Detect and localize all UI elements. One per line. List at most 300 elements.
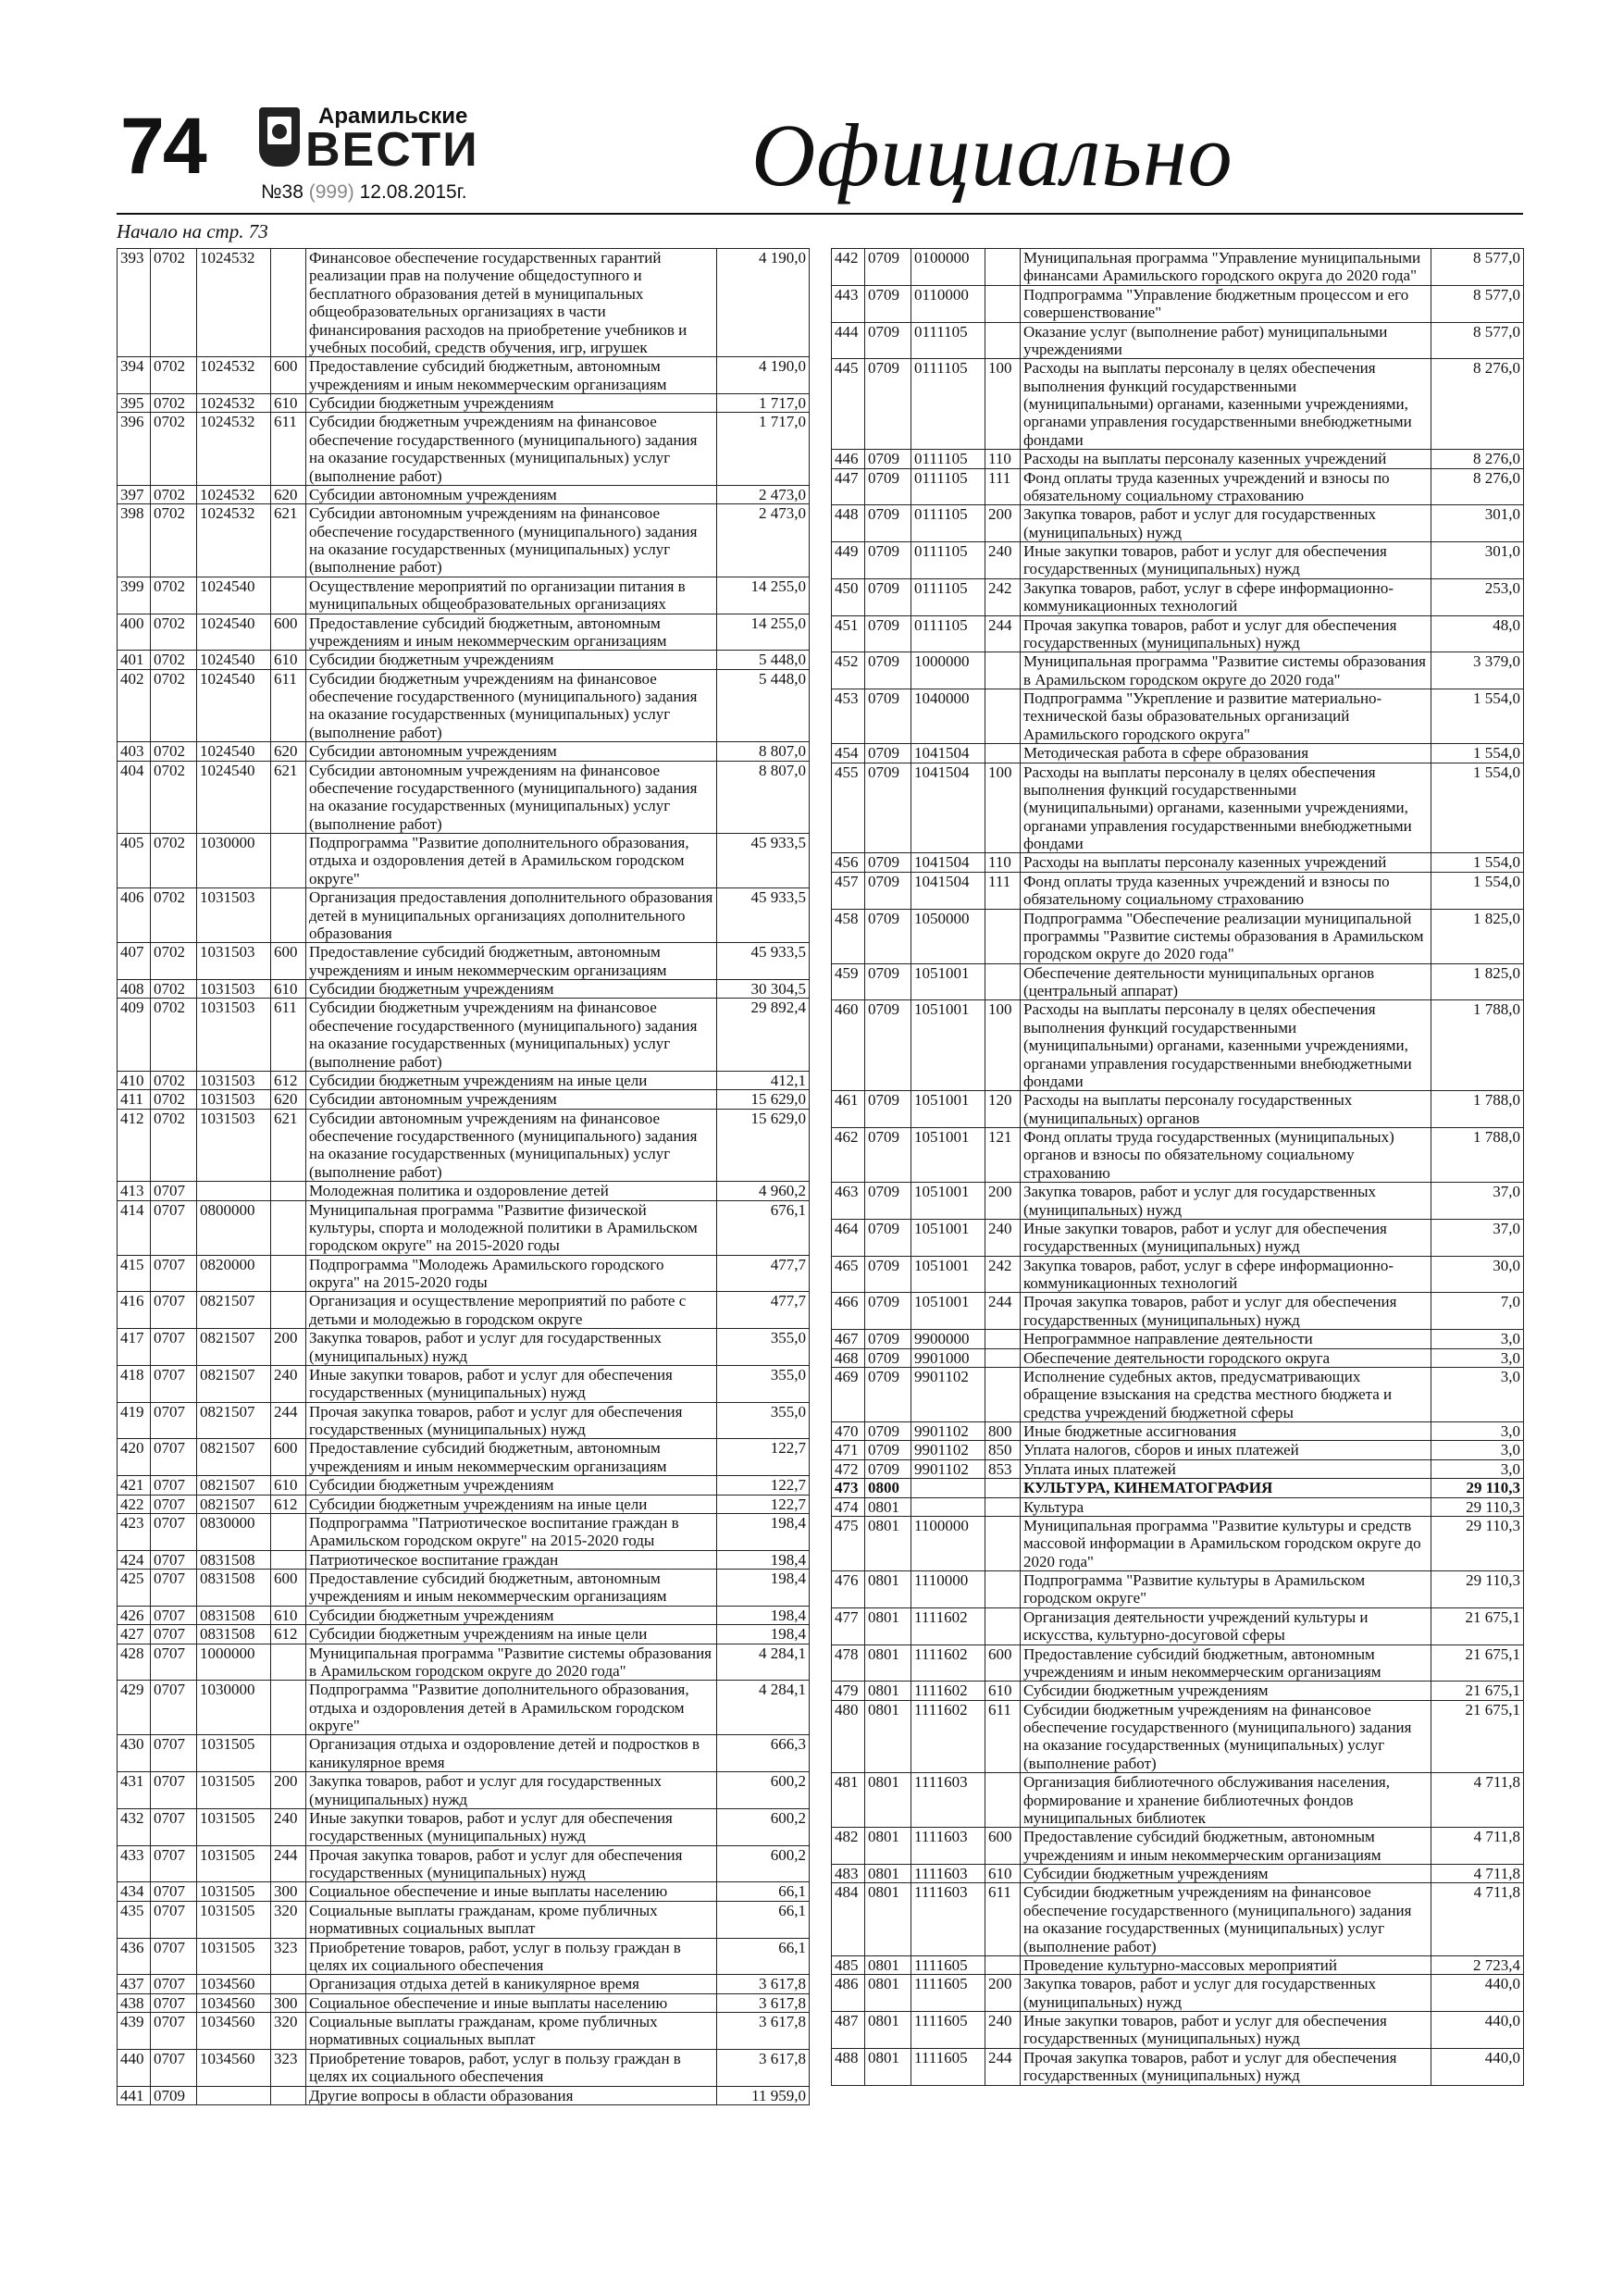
amount: 4 284,1 xyxy=(717,1644,810,1681)
amount: 4 711,8 xyxy=(1431,1883,1524,1956)
target-code: 9901102 xyxy=(911,1441,985,1459)
row-number: 424 xyxy=(118,1550,151,1569)
target-code: 1051001 xyxy=(911,1256,985,1293)
item-name: Закупка товаров, работ и услуг для государственных (муниципальных) нужд xyxy=(1021,1183,1431,1220)
expense-type-code xyxy=(271,1200,306,1255)
row-number: 409 xyxy=(118,999,151,1072)
target-code: 0111105 xyxy=(911,468,985,505)
amount: 29 110,3 xyxy=(1431,1516,1524,1570)
amount: 122,7 xyxy=(717,1495,810,1513)
item-name: Обеспечение деятельности муниципальных органов (центральный аппарат) xyxy=(1021,963,1431,1000)
amount: 4 190,0 xyxy=(717,249,810,357)
target-code: 1024540 xyxy=(197,651,271,669)
target-code: 0821507 xyxy=(197,1476,271,1495)
expense-type-code xyxy=(271,1735,306,1772)
target-code: 0110000 xyxy=(911,285,985,322)
table-row xyxy=(832,450,1524,468)
item-name: Субсидии автономным учреждениям xyxy=(306,485,717,503)
amount: 477,7 xyxy=(717,1292,810,1329)
item-name: Муниципальная программа "Развитие культуры и средств массовой информации в Арамильском городском округе до 2020 года" xyxy=(1021,1516,1431,1570)
row-number: 472 xyxy=(832,1459,865,1478)
amount: 440,0 xyxy=(1431,2048,1524,2085)
item-name: Предоставление субсидий бюджетным, автономным учреждениям и иным некоммерческим организациям xyxy=(306,1570,717,1607)
table-row xyxy=(832,285,1524,322)
expense-type-code: 111 xyxy=(985,872,1021,909)
logo-title: ВЕСТИ xyxy=(305,123,479,177)
expense-type-code xyxy=(985,1955,1021,1974)
target-code: 1024540 xyxy=(197,669,271,742)
expense-type-code: 110 xyxy=(985,853,1021,872)
amount: 301,0 xyxy=(1431,542,1524,579)
table-row xyxy=(118,614,810,651)
target-code: 1051001 xyxy=(911,1293,985,1330)
target-code: 9901102 xyxy=(911,1367,985,1421)
table-row xyxy=(832,763,1524,853)
amount: 66,1 xyxy=(717,1882,810,1901)
section-code: 0702 xyxy=(151,761,197,834)
expense-type-code: 100 xyxy=(985,1000,1021,1091)
expense-type-code: 610 xyxy=(271,1606,306,1624)
target-code: 1031503 xyxy=(197,980,271,999)
target-code: 1041504 xyxy=(911,744,985,763)
section-code: 0801 xyxy=(865,1644,911,1682)
item-name: Муниципальная программа "Развитие системы образования в Арамильском городском округе до 2020 года" xyxy=(306,1644,717,1681)
table-row xyxy=(832,1955,1524,1974)
target-code: 1031503 xyxy=(197,943,271,980)
amount: 14 255,0 xyxy=(717,614,810,651)
amount: 7,0 xyxy=(1431,1293,1524,1330)
table-row xyxy=(118,1476,810,1495)
expense-type-code: 244 xyxy=(985,2048,1021,2085)
target-code: 1030000 xyxy=(197,1681,271,1735)
section-code: 0707 xyxy=(151,2013,197,2050)
target-code: 0800000 xyxy=(197,1200,271,1255)
expense-type-code: 610 xyxy=(271,1476,306,1495)
item-name: Субсидии бюджетным учреждениям на иные цели xyxy=(306,1071,717,1089)
item-name: Организация библиотечного обслуживания населения, формирование и хранение библиотечных фондов муниципальных библиотек xyxy=(1021,1773,1431,1828)
item-name: Проведение культурно-массовых мероприятий xyxy=(1021,1955,1431,1974)
table-row xyxy=(118,1625,810,1644)
item-name: Организация отдыха и оздоровление детей и подростков в каникулярное время xyxy=(306,1735,717,1772)
item-name: Закупка товаров, работ, услуг в сфере информационно-коммуникационных технологий xyxy=(1021,1256,1431,1293)
table-row xyxy=(118,888,810,943)
table-row xyxy=(118,1975,810,1993)
amount: 1 717,0 xyxy=(717,394,810,413)
table-row xyxy=(118,1495,810,1513)
item-name: Предоставление субсидий бюджетным, автономным учреждениям и иным некоммерческим организациям xyxy=(306,614,717,651)
item-name: Методическая работа в сфере образования xyxy=(1021,744,1431,763)
table-row xyxy=(118,1901,810,1938)
target-code: 0821507 xyxy=(197,1329,271,1366)
amount: 29 110,3 xyxy=(1431,1497,1524,1516)
row-number: 442 xyxy=(832,249,865,286)
table-row xyxy=(832,359,1524,450)
item-name: Субсидии бюджетным учреждениям на иные цели xyxy=(306,1495,717,1513)
amount: 45 933,5 xyxy=(717,943,810,980)
expense-type-code xyxy=(271,834,306,888)
item-name: Иные закупки товаров, работ и услуг для обеспечения государственных (муниципальных) нужд xyxy=(1021,2012,1431,2049)
section-code: 0709 xyxy=(865,1293,911,1330)
amount: 30 304,5 xyxy=(717,980,810,999)
item-name: Расходы на выплаты персоналу казенных учреждений xyxy=(1021,853,1431,872)
amount: 198,4 xyxy=(717,1513,810,1550)
table-row xyxy=(118,1365,810,1402)
row-number: 439 xyxy=(118,2013,151,2050)
expense-type-code: 600 xyxy=(271,1439,306,1476)
item-name: Расходы на выплаты персоналу казенных учреждений xyxy=(1021,450,1431,468)
section-code: 0702 xyxy=(151,1090,197,1109)
section-code: 0707 xyxy=(151,1495,197,1513)
section-code: 0707 xyxy=(151,1402,197,1439)
item-name: Предоставление субсидий бюджетным, автономным учреждениям и иным некоммерческим организациям xyxy=(1021,1828,1431,1865)
item-name: Предоставление субсидий бюджетным, автономным учреждениям и иным некоммерческим организациям xyxy=(1021,1644,1431,1682)
amount: 3 617,8 xyxy=(717,2013,810,2050)
amount: 11 959,0 xyxy=(717,2086,810,2104)
expense-type-code: 300 xyxy=(271,1993,306,2012)
amount: 301,0 xyxy=(1431,505,1524,542)
section-code: 0707 xyxy=(151,1625,197,1644)
target-code: 1111603 xyxy=(911,1865,985,1883)
amount: 122,7 xyxy=(717,1476,810,1495)
table-row xyxy=(832,1773,1524,1828)
row-number: 394 xyxy=(118,357,151,394)
row-number: 455 xyxy=(832,763,865,853)
item-name: Молодежная политика и оздоровление детей xyxy=(306,1182,717,1200)
table-row xyxy=(832,615,1524,652)
section-code: 0709 xyxy=(865,1348,911,1367)
expense-type-code xyxy=(271,1975,306,1993)
item-name: Муниципальная программа "Управление муниципальными финансами Арамильского городского округа до 2020 года" xyxy=(1021,249,1431,286)
section-code: 0707 xyxy=(151,1513,197,1550)
section-code: 0707 xyxy=(151,2049,197,2086)
section-code: 0709 xyxy=(865,542,911,579)
expense-type-code: 242 xyxy=(985,578,1021,615)
amount: 37,0 xyxy=(1431,1219,1524,1256)
coat-of-arms-icon xyxy=(259,107,300,167)
row-number: 420 xyxy=(118,1439,151,1476)
table-row xyxy=(118,1109,810,1182)
amount: 3,0 xyxy=(1431,1459,1524,1478)
section-code: 0709 xyxy=(865,1367,911,1421)
section-code: 0702 xyxy=(151,980,197,999)
table-row xyxy=(118,1200,810,1255)
expense-type-code xyxy=(271,1644,306,1681)
expense-type-code: 323 xyxy=(271,1938,306,1975)
table-row xyxy=(832,963,1524,1000)
target-code: 1031503 xyxy=(197,1090,271,1109)
expense-type-code: 612 xyxy=(271,1495,306,1513)
section-code: 0709 xyxy=(865,578,911,615)
row-number: 463 xyxy=(832,1183,865,1220)
row-number: 468 xyxy=(832,1348,865,1367)
target-code: 1031503 xyxy=(197,999,271,1072)
expense-type-code: 610 xyxy=(985,1865,1021,1883)
row-number: 465 xyxy=(832,1256,865,1293)
amount: 355,0 xyxy=(717,1402,810,1439)
expense-type-code: 621 xyxy=(271,761,306,834)
table-row xyxy=(832,1183,1524,1220)
item-name: Расходы на выплаты персоналу в целях обеспечения выполнения функций государственными (муниципальными) органами, казенными учреждениями, органами управления государственными внебюджетными фондами xyxy=(1021,359,1431,450)
table-row xyxy=(118,1255,810,1292)
row-number: 431 xyxy=(118,1772,151,1809)
row-number: 445 xyxy=(832,359,865,450)
item-name: Подпрограмма "Управление бюджетным процессом и его совершенствование" xyxy=(1021,285,1431,322)
section-code: 0702 xyxy=(151,888,197,943)
row-number: 395 xyxy=(118,394,151,413)
item-name: Непрограммное направление деятельности xyxy=(1021,1330,1431,1348)
table-row xyxy=(832,505,1524,542)
row-number: 432 xyxy=(118,1808,151,1845)
amount: 4 960,2 xyxy=(717,1182,810,1200)
table-row xyxy=(832,1330,1524,1348)
amount: 355,0 xyxy=(717,1365,810,1402)
expense-type-code xyxy=(985,1571,1021,1608)
target-code: 1100000 xyxy=(911,1516,985,1570)
amount: 1 554,0 xyxy=(1431,763,1524,853)
row-number: 435 xyxy=(118,1901,151,1938)
row-number: 401 xyxy=(118,651,151,669)
amount: 3,0 xyxy=(1431,1330,1524,1348)
item-name: Расходы на выплаты персоналу в целях обеспечения выполнения функций государственными (муниципальными) органами, казенными учреждениями, органами управления государственными внебюджетными фондами xyxy=(1021,763,1431,853)
target-code: 0820000 xyxy=(197,1255,271,1292)
section-code: 0702 xyxy=(151,577,197,614)
amount: 14 255,0 xyxy=(717,577,810,614)
item-name: Иные закупки товаров, работ и услуг для обеспечения государственных (муниципальных) нужд xyxy=(1021,1219,1431,1256)
section-code: 0702 xyxy=(151,669,197,742)
section-code: 0709 xyxy=(865,505,911,542)
section-code: 0707 xyxy=(151,1476,197,1495)
target-code: 1024540 xyxy=(197,742,271,761)
amount: 37,0 xyxy=(1431,1183,1524,1220)
expense-type-code: 850 xyxy=(985,1441,1021,1459)
row-number: 415 xyxy=(118,1255,151,1292)
table-row xyxy=(832,689,1524,744)
section-code: 0707 xyxy=(151,1975,197,1993)
table-row xyxy=(118,1182,810,1200)
expense-type-code xyxy=(985,744,1021,763)
row-number: 398 xyxy=(118,504,151,577)
target-code: 1111603 xyxy=(911,1828,985,1865)
row-number: 426 xyxy=(118,1606,151,1624)
amount: 198,4 xyxy=(717,1550,810,1569)
target-code: 0831508 xyxy=(197,1606,271,1624)
row-number: 452 xyxy=(832,652,865,689)
table-row xyxy=(118,1292,810,1329)
amount: 1 554,0 xyxy=(1431,689,1524,744)
table-row xyxy=(832,1682,1524,1700)
item-name: Субсидии бюджетным учреждениям на финансовое обеспечение государственного (муниципального) задания на оказание государственных (муниципальных) услуг (выполнение работ) xyxy=(306,999,717,1072)
expense-type-code xyxy=(271,1182,306,1200)
table-row xyxy=(832,1607,1524,1644)
row-number: 460 xyxy=(832,1000,865,1091)
item-name: Субсидии бюджетным учреждениям на иные цели xyxy=(306,1625,717,1644)
amount: 4 711,8 xyxy=(1431,1773,1524,1828)
expense-type-code: 240 xyxy=(271,1365,306,1402)
amount: 666,3 xyxy=(717,1735,810,1772)
expense-type-code xyxy=(985,249,1021,286)
row-number: 450 xyxy=(832,578,865,615)
section-code: 0707 xyxy=(151,1255,197,1292)
section-code: 0702 xyxy=(151,357,197,394)
row-number: 451 xyxy=(832,615,865,652)
amount: 355,0 xyxy=(717,1329,810,1366)
amount: 4 711,8 xyxy=(1431,1865,1524,1883)
table-row xyxy=(118,1513,810,1550)
target-code: 1031505 xyxy=(197,1735,271,1772)
target-code: 1024532 xyxy=(197,394,271,413)
target-code: 9900000 xyxy=(911,1330,985,1348)
amount: 5 448,0 xyxy=(717,669,810,742)
expense-type-code: 100 xyxy=(985,763,1021,853)
table-row xyxy=(832,909,1524,963)
table-row xyxy=(832,1256,1524,1293)
target-code: 1051001 xyxy=(911,1219,985,1256)
table-row xyxy=(832,468,1524,505)
row-number: 433 xyxy=(118,1845,151,1882)
item-name: Подпрограмма "Укрепление и развитие материально- технической базы образовательных организаций Арамильского городского округа" xyxy=(1021,689,1431,744)
amount: 66,1 xyxy=(717,1938,810,1975)
row-number: 436 xyxy=(118,1938,151,1975)
item-name: Субсидии бюджетным учреждениям xyxy=(306,651,717,669)
amount: 440,0 xyxy=(1431,2012,1524,2049)
row-number: 481 xyxy=(832,1773,865,1828)
target-code: 1031505 xyxy=(197,1845,271,1882)
row-number: 438 xyxy=(118,1993,151,2012)
expense-type-code xyxy=(271,2086,306,2104)
expense-type-code xyxy=(985,1607,1021,1644)
table-row xyxy=(832,872,1524,909)
target-code: 1031503 xyxy=(197,1071,271,1089)
row-number: 402 xyxy=(118,669,151,742)
item-name: Субсидии бюджетным учреждениям xyxy=(1021,1682,1431,1700)
table-row xyxy=(832,542,1524,579)
amount: 3 379,0 xyxy=(1431,652,1524,689)
section-code: 0702 xyxy=(151,834,197,888)
item-name: Предоставление субсидий бюджетным, автономным учреждениям и иным некоммерческим организациям xyxy=(306,943,717,980)
expense-type-code: 121 xyxy=(985,1128,1021,1183)
item-name: Социальное обеспечение и иные выплаты населению xyxy=(306,1993,717,2012)
expense-type-code: 244 xyxy=(985,1293,1021,1330)
item-name: Организация деятельности учреждений культуры и искусства, культурно-досуговой сферы xyxy=(1021,1607,1431,1644)
target-code: 1024532 xyxy=(197,485,271,503)
section-code: 0702 xyxy=(151,504,197,577)
target-code: 0111105 xyxy=(911,615,985,652)
amount: 3,0 xyxy=(1431,1441,1524,1459)
item-name: Фонд оплаты труда государственных (муниципальных) органов и взносы по обязательному социальному страхованию xyxy=(1021,1128,1431,1183)
row-number: 416 xyxy=(118,1292,151,1329)
row-number: 441 xyxy=(118,2086,151,2104)
target-code: 1041504 xyxy=(911,872,985,909)
section-code: 0801 xyxy=(865,1975,911,2012)
table-row xyxy=(832,1479,1524,1497)
row-number: 488 xyxy=(832,2048,865,2085)
section-code: 0709 xyxy=(865,1219,911,1256)
expense-type-code: 611 xyxy=(985,1700,1021,1773)
row-number: 478 xyxy=(832,1644,865,1682)
row-number: 405 xyxy=(118,834,151,888)
expense-type-code xyxy=(271,577,306,614)
expense-type-code xyxy=(271,249,306,357)
issue-total: (999) xyxy=(308,181,354,203)
amount: 45 933,5 xyxy=(717,888,810,943)
amount: 8 276,0 xyxy=(1431,359,1524,450)
row-number: 397 xyxy=(118,485,151,503)
target-code: 1051001 xyxy=(911,963,985,1000)
row-number: 484 xyxy=(832,1883,865,1956)
expense-type-code: 244 xyxy=(271,1845,306,1882)
expense-type-code: 120 xyxy=(985,1091,1021,1128)
expense-type-code: 611 xyxy=(271,669,306,742)
amount: 676,1 xyxy=(717,1200,810,1255)
item-name: Фонд оплаты труда казенных учреждений и взносы по обязательному социальному страхованию xyxy=(1021,872,1431,909)
expense-type-code: 320 xyxy=(271,2013,306,2050)
amount: 3 617,8 xyxy=(717,1975,810,1993)
row-number: 476 xyxy=(832,1571,865,1608)
target-code: 1051001 xyxy=(911,1000,985,1091)
target-code: 1040000 xyxy=(911,689,985,744)
target-code: 1111605 xyxy=(911,1955,985,1974)
table-row xyxy=(118,413,810,486)
item-name: Субсидии автономным учреждениям на финансовое обеспечение государственного (муниципального) задания на оказание государственных (муниципальных) услуг (выполнение работ) xyxy=(306,1109,717,1182)
amount: 3,0 xyxy=(1431,1422,1524,1441)
section-code: 0801 xyxy=(865,1955,911,1974)
row-number: 487 xyxy=(832,2012,865,2049)
row-number: 471 xyxy=(832,1441,865,1459)
expense-type-code: 600 xyxy=(985,1644,1021,1682)
target-code xyxy=(197,2086,271,2104)
target-code: 1051001 xyxy=(911,1183,985,1220)
target-code: 1031505 xyxy=(197,1882,271,1901)
row-number: 408 xyxy=(118,980,151,999)
section-code: 0709 xyxy=(865,322,911,359)
target-code: 0111105 xyxy=(911,322,985,359)
expense-type-code: 300 xyxy=(271,1882,306,1901)
table-row xyxy=(118,577,810,614)
section-code: 0707 xyxy=(151,1938,197,1975)
target-code: 0111105 xyxy=(911,450,985,468)
row-number: 477 xyxy=(832,1607,865,1644)
expense-type-code xyxy=(985,1497,1021,1516)
expense-type-code: 200 xyxy=(271,1772,306,1809)
amount: 8 807,0 xyxy=(717,761,810,834)
issue-date: 12.08.2015г. xyxy=(359,181,467,203)
table-row xyxy=(832,2012,1524,2049)
amount: 1 554,0 xyxy=(1431,853,1524,872)
item-name: Субсидии автономным учреждениям на финансовое обеспечение государственного (муниципального) задания на оказание государственных (муниципальных) услуг (выполнение работ) xyxy=(306,761,717,834)
expense-type-code: 240 xyxy=(985,1219,1021,1256)
target-code: 1111605 xyxy=(911,2012,985,2049)
row-number: 464 xyxy=(832,1219,865,1256)
item-name: Закупка товаров, работ и услуг для государственных (муниципальных) нужд xyxy=(306,1772,717,1809)
row-number: 407 xyxy=(118,943,151,980)
row-number: 486 xyxy=(832,1975,865,2012)
target-code: 1111602 xyxy=(911,1644,985,1682)
target-code: 1034560 xyxy=(197,1975,271,1993)
section-code: 0709 xyxy=(865,1459,911,1478)
amount: 29 110,3 xyxy=(1431,1571,1524,1608)
amount: 198,4 xyxy=(717,1570,810,1607)
item-name: Иные закупки товаров, работ и услуг для обеспечения государственных (муниципальных) нужд xyxy=(306,1365,717,1402)
section-code: 0702 xyxy=(151,1071,197,1089)
expense-type-code: 200 xyxy=(985,1975,1021,2012)
table-row xyxy=(832,249,1524,286)
amount: 198,4 xyxy=(717,1625,810,1644)
target-code: 0111105 xyxy=(911,542,985,579)
row-number: 414 xyxy=(118,1200,151,1255)
item-name: Обеспечение деятельности городского округа xyxy=(1021,1348,1431,1367)
row-number: 485 xyxy=(832,1955,865,1974)
item-name: Закупка товаров, работ и услуг для государственных (муниципальных) нужд xyxy=(306,1329,717,1366)
